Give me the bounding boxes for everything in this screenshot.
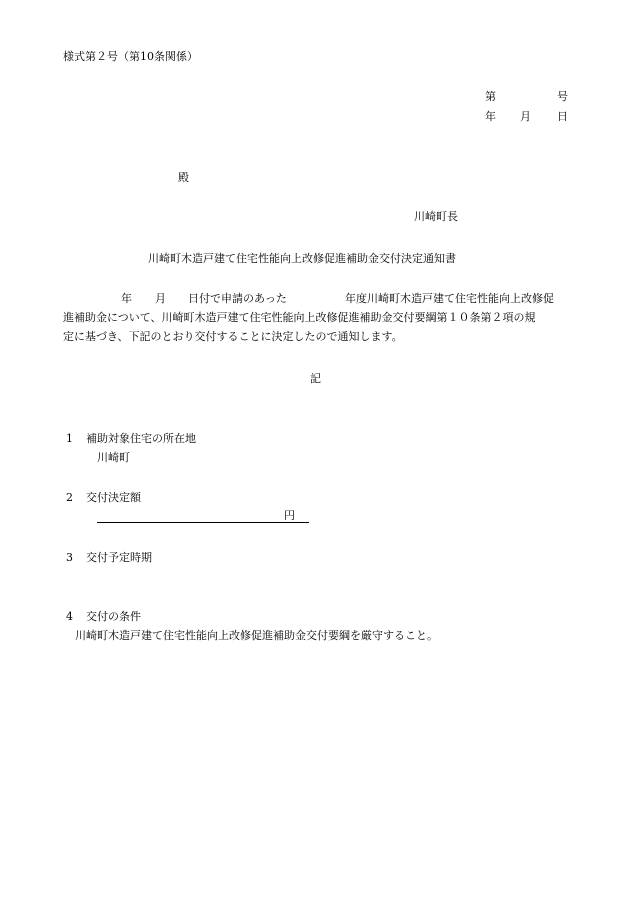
- ki-heading: 記: [310, 372, 321, 385]
- body-day-label: 日付で申請のあった: [188, 292, 287, 305]
- item-label-location: 補助対象住宅の所在地: [86, 432, 196, 445]
- body-line3-text: 定に基づき、下記のとおり交付することに決定したので通知します。: [63, 330, 403, 343]
- date-year-label: 年: [485, 110, 496, 123]
- issuer-name: 川崎町長: [414, 210, 458, 223]
- body-line2-text: 進補助金について、川崎町木造戸建て住宅性能向上改修促進補助金交付要綱第１０条第２項の規: [63, 311, 536, 324]
- form-label: 様式第２号（第10条関係）: [63, 50, 198, 63]
- amount-underline: [97, 522, 309, 523]
- item-label-schedule: 交付予定時期: [86, 551, 152, 564]
- body-month-label: 月: [155, 292, 166, 305]
- item-number: 4: [66, 610, 73, 623]
- date-day-label: 日: [557, 110, 568, 123]
- body-year-label: 年: [121, 292, 132, 305]
- body-line1-text: 年度川崎町木造戸建て住宅性能向上改修促: [345, 292, 554, 305]
- item-label-conditions: 交付の条件: [86, 610, 141, 623]
- item-number: 1: [66, 432, 73, 445]
- document-number-suffix: 号: [557, 90, 568, 103]
- item-value-location: 川崎町: [97, 451, 130, 464]
- date-month-label: 月: [520, 110, 531, 123]
- document-number-prefix: 第: [485, 90, 496, 103]
- item-label-amount: 交付決定額: [86, 491, 141, 504]
- item-value-yen: 円: [284, 509, 295, 522]
- item-number: 2: [66, 491, 73, 504]
- document-title: 川崎町木造戸建て住宅性能向上改修促進補助金交付決定通知書: [148, 252, 456, 265]
- item-number: 3: [66, 551, 73, 564]
- item-value-conditions: 川崎町木造戸建て住宅性能向上改修促進補助金交付要綱を厳守すること。: [75, 629, 438, 642]
- addressee-honorific: 殿: [178, 171, 189, 184]
